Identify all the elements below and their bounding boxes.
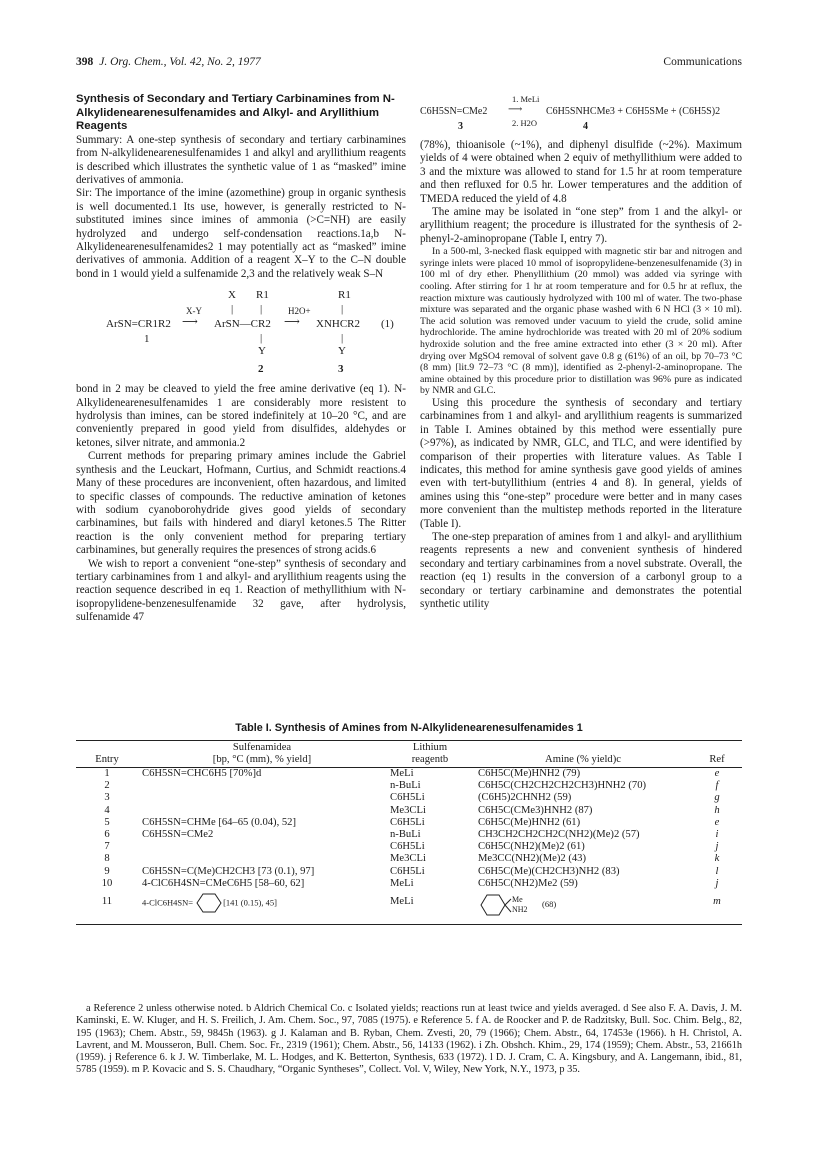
eq-label: (1) — [381, 318, 394, 331]
cell-sulfenamide — [138, 780, 386, 792]
cell-sulfenamide: C6H5SN=CMe2 — [142, 829, 214, 841]
th-ref: Ref — [692, 741, 742, 768]
cell-entry: 3 — [104, 792, 110, 804]
paragraph-7: Using this procedure the synthesis of secondary and tertiary carbinamines from 1 and alkyl- and aryllithium reagents is summarized in Table I. Amines obtained by this method were essentially pure (>97%), as indicated by NMR, GLC, and TLC, and were identified by comparison of their properties with literature values. As Table I indicates, this method for amine synthesis gave good yields of amines even with tert-butyllithium (entries 4 and 8). In general, yields of amines using this “one-step” procedure were better and in many cases more convenient than the multistep methods reported in the literature (Table I). — [420, 396, 742, 530]
cell-lithium: C6H5Li — [390, 865, 425, 877]
cell-amine: (C6H5)2CHNH2 (59) — [478, 792, 572, 804]
cell-sulfenamide — [138, 805, 386, 817]
cell-amine: C6H5C(Me)(CH2CH3)NH2 (83) — [478, 865, 620, 877]
cell-entry: 6 — [104, 829, 110, 841]
th-lithium-sub: reagentb — [411, 754, 449, 765]
paragraph-8: The one-step preparation of amines from 1 and alkyl- and aryllithium reagents represents a new and convenient synthesis of hindered secondary and tertiary carbinamines from a novel substrate. Overall, the reaction (eq 1) results in the conversion of a carbonyl group to a secondary or tertiary carbinamine and demonstrates the potential synthetic utility — [420, 531, 742, 611]
left-column — [76, 93, 406, 625]
cell-sulfenamide: C6H5SN=CHC6H5 [70%]d — [142, 768, 262, 779]
th-sulfenamide-label: Sulfenamidea — [232, 742, 292, 753]
scheme-num-3: 3 — [458, 121, 463, 132]
eq-num-2: 2 — [258, 363, 264, 376]
journal-citation: J. Org. Chem., Vol. 42, No. 2, 1977 — [99, 56, 261, 68]
table-row — [76, 853, 742, 865]
cell-ref: f — [715, 780, 719, 792]
table-1 — [76, 722, 742, 925]
scheme-methyllithium: C6H5SN=CMe2 1. MeLi ⟶ 2. H2O C6H5SNHCMe3 + C6H5SMe + (C6H5S)2 3 4 — [420, 94, 721, 132]
table-row — [76, 805, 742, 817]
cell-sulfenamide — [138, 841, 386, 853]
table-caption: Table I. Synthesis of Amines from N-Alkylidenearenesulfenamides 1 — [235, 722, 583, 734]
scheme-above: 1. MeLi — [512, 94, 540, 104]
cell-amine-yield: (68) — [542, 899, 557, 910]
cell-ref: i — [715, 829, 719, 841]
eq-reagent-2: H2O+ — [288, 306, 311, 317]
table-row — [76, 890, 742, 925]
cell-ref: e — [714, 816, 720, 828]
th-lithium-label: Lithium — [412, 742, 448, 753]
cell-sulfenamide: C6H5SN=C(Me)CH2CH3 [73 (0.1), 97] — [142, 865, 315, 877]
cell-amine: CH3CH2CH2CH2C(NH2)(Me)2 (57) — [478, 829, 640, 841]
cell-ref: h — [714, 804, 720, 816]
eq-y: Y — [258, 345, 266, 358]
cell-sulfenamide: C6H5SN=CHMe [64–65 (0.04), 52] — [142, 816, 296, 828]
cell-entry: 10 — [101, 877, 113, 889]
cell-sulfenamide-formula: 4-ClC6H4SN= — [142, 897, 194, 908]
cell-sulfenamide-bp: [141 (0.15), 45] — [223, 897, 277, 908]
cell-entry: 7 — [104, 841, 110, 853]
cell-ref: j — [715, 841, 719, 853]
paragraph-6: The amine may be isolated in “one step” from 1 and the alkyl- or aryllithium reagent; the procedure is illustrated for the synthesis of 2-phenyl-2-aminopropane (Table I, entry 7). — [420, 206, 742, 245]
article-summary: Summary: A one-step synthesis of secondary and tertiary carbinamines from N-alkylidenearenesulfenamides 1 and alkyl and aryllithium reagents is described which illustrates the synthetic value of 1 as “masked” imine derivatives of ammonia. — [76, 133, 406, 186]
results-table — [76, 740, 742, 925]
right-column — [420, 93, 742, 611]
cell-lithium: n-BuLi — [390, 780, 421, 792]
th-lithium — [386, 741, 474, 768]
cell-sulfenamide — [138, 853, 386, 865]
th-entry: Entry — [76, 741, 138, 768]
cyclohexylidene-ring-icon — [193, 892, 223, 914]
cell-amine — [474, 890, 692, 925]
cell-entry: 8 — [104, 853, 110, 865]
scheme-products: C6H5SNHCMe3 + C6H5SMe + (C6H5S)2 — [546, 106, 721, 117]
scheme-below: 2. H2O — [512, 118, 538, 128]
cell-sulfenamide — [138, 792, 386, 804]
cell-lithium: n-BuLi — [390, 829, 421, 841]
page-number: 398 — [76, 56, 94, 68]
table-row — [76, 866, 742, 878]
eq-r1b: R1 — [338, 289, 351, 302]
cell-ref: l — [715, 865, 719, 877]
cell-amine: C6H5C(Me)HNH2 (61) — [478, 816, 581, 828]
eq-intermediate: ArSN—CR2 — [214, 318, 271, 331]
cell-lithium: C6H5Li — [390, 792, 425, 804]
cell-lithium: C6H5Li — [390, 841, 425, 853]
eq-x: X — [228, 289, 236, 302]
cell-ref: e — [714, 768, 720, 779]
cell-lithium: MeLi — [386, 890, 474, 925]
table-row — [76, 817, 742, 829]
cell-amine: C6H5C(NH2)Me2 (59) — [478, 877, 578, 889]
cell-lithium: MeLi — [390, 877, 414, 889]
cell-amine: C6H5C(CH2CH2CH2CH3)HNH2 (70) — [478, 780, 647, 792]
eq-num-1: 1 — [144, 333, 150, 346]
amine-nh2-label: NH2 — [512, 905, 528, 915]
table-row — [76, 841, 742, 853]
cell-amine: Me3CC(NH2)(Me)2 (43) — [478, 853, 586, 865]
eq-reagent-1: X-Y — [186, 306, 202, 317]
footnote-text: a Reference 2 unless otherwise noted. b Aldrich Chemical Co. c Isolated yields; reactions run at least twice and yields averaged. d See also F. A. Davis, J. M. Kaminski, E. W. Kluger, and H. S. Freilich, J. Am. Chem. Soc., 97, 7085 (1975). e Reference 5. f A. de Roocker and P. de Radzitsky, Bull. Soc. Chim. Belg., 82, 195 (1963); Chem. Abstr., 59, 9845h (1963). g J. Kalaman and B. Ryban, Chem. Zvesti, 20, 79 (1966); Chem. Abstr., 64, 17453e (1966). h H. Christol, A. Lavrent, and M. Mousseron, Bull. Chem. Soc. Fr., 2319 (1961); Chem. Abstr., 56, 14133 (1962). i Zh. Obshch. Khim., 29, 174 (1959); Chem. Abstr., 53, 21661h (1959). j Reference 6. k J. W. Timberlake, M. L. Hodges, and K. Betterton, Synthesis, 633 (1972). l D. J. Cram, C. A. Kingsbury, and A. Langemann, ibid., 81, 5785 (1959). m P. Kovacic and S. S. Chaudhary, “Organic Syntheses”, Collect. Vol. V, Wiley, New York, N.Y., 1973, p 35. — [76, 1003, 742, 1076]
th-sulfenamide — [138, 741, 386, 768]
table-row — [76, 878, 742, 890]
paragraph-3: Current methods for preparing primary amines include the Gabriel synthesis and the Leuckart, Hofmann, Curtius, and Schmidt reactions.4 Many of these procedures are inconvenient, often hazardous, and limited to specific classes of compounds. The reductive amination of ketones with sodium cyanoborohydride gives good yields of secondary carbinamines, but fails with hindered and diaryl ketones.5 The Ritter reaction is the only convenient method for preparing tertiary carbinamines, but generally requires the presences of strong acids.6 — [76, 450, 406, 557]
section-name: Communications — [663, 56, 742, 68]
paragraph-intro: Sir: The importance of the imine (azomethine) group in organic synthesis is well documented.1 Its use, however, is generally restricted to N-substituted imines since imines of ammonia (>C=NH) are easily hydrolyzed and undergo self-condensation reactions.1a,b N-Alkylidenearenesulfenamides2 1 may potentially act as “masked” imine derivatives of ammonia. Addition of a reagent X–Y to the C–N double bond in 1 would yield a sulfenamide 2,3 and the relatively weak S–N — [76, 187, 406, 280]
cell-ref: k — [714, 853, 720, 865]
table-row — [76, 792, 742, 804]
eq-reactant: ArSN=CR1R2 — [106, 318, 171, 331]
page-header — [76, 56, 742, 72]
cell-entry: 11 — [76, 890, 138, 925]
eq-yb: Y — [338, 345, 346, 358]
cell-entry: 9 — [104, 865, 110, 877]
scheme-num-4: 4 — [583, 121, 588, 132]
cell-entry: 5 — [104, 816, 110, 828]
cell-sulfenamide: 4-ClC6H4SN=CMeC6H5 [58–60, 62] — [142, 877, 305, 889]
th-sulfenamide-sub: [bp, °C (mm), % yield] — [212, 754, 312, 765]
article-title: Synthesis of Secondary and Tertiary Carbinamines from N-Alkylidenearenesulfenamides and Alkyl- and Aryllithium Reagents — [76, 93, 395, 133]
table-footnotes — [76, 1003, 742, 1077]
cell-ref: g — [714, 792, 720, 804]
amine-methyl-label: Me — [512, 895, 523, 905]
paragraph-5: (78%), thioanisole (~1%), and diphenyl disulfide (~2%). Maximum yields of 4 were obtained when 2 equiv of methyllithium were added to 3 and the mixture was allowed to stand for 1.5 hr at room temperature and then refluxed for 0.5 hr. Lower temperatures and the addition of TMEDA reduced the yield of 4.8 — [420, 139, 742, 205]
scheme-reactant: C6H5SN=CMe2 — [420, 106, 488, 117]
eq-product: XNHCR2 — [316, 318, 361, 331]
table-row — [76, 829, 742, 841]
cell-amine: C6H5C(NH2)(Me)2 (61) — [478, 841, 585, 853]
cell-amine: C6H5C(CMe3)HNH2 (87) — [478, 804, 593, 816]
cell-sulfenamide — [138, 890, 386, 925]
table-row — [76, 768, 742, 781]
cell-entry: 4 — [104, 804, 110, 816]
paragraph-4: We wish to report a convenient “one-step” synthesis of secondary and tertiary carbinamines from 1 and alkyl- and aryllithium reagents using the reaction sequence described in eq 1. Reaction of methyllithium with N-isopropylidene-benzenesulfenamide 32 gave, after hydrolysis, sulfenamide 47 — [76, 557, 406, 624]
experimental-procedure: In a 500-ml, 3-necked flask equipped with magnetic stir bar and nitrogen and syringe inlets were placed 10 mmol of isopropylidene-benzenesulfenamide (3) in 100 ml of dry ether. Phenyllithium (20 mmol) was added via syringe with cooling. After stirring for 1 hr at room temperature and for 0.5 hr at reflux, the reaction mixture was cautiously hydrolyzed with 100 ml of water. The two-phase mixture was separated and the organic phase washed with 6 N HCl (3 × 10 ml). The acid solution was removed under vacuum to yield the crude, solid amine hydrochloride. The amine hydrochloride was treated with 20 ml of 20% sodium hydroxide solution and the free amine extracted into ether (3 × 20 ml). After drying over MgSO4 removal of solvent gave 0.8 g (61%) of an oil, bp 70–73 °C (8 mm) [lit.9 72–73 °C (8 mm)], identified as 2-phenyl-2-aminopropane. The amine obtained by this procedure prior to distillation was 96% pure as indicated by NMR and GLC. — [420, 246, 742, 397]
paragraph-2: bond in 2 may be cleaved to yield the free amine derivative (eq 1). N-Alkylidenearenesulfenamides 1 are considerably more resistent to hydrolysis than imines, can be stored indefinitely at 10–20 °C, and are conveniently prepared in good yield from disulfides, aldehydes or ketones, silver nitrate, and ammonia.2 — [76, 383, 406, 449]
equation-1: X R1 R1 | | | X-Y H2O+ ArSN=CR1R2 ⟶ ArSN—CR2 ⟶ XNHCR2 (1) | | Y Y 1 2 3 — [106, 289, 394, 376]
cell-lithium: Me3CLi — [390, 853, 426, 865]
eq-r1: R1 — [256, 289, 269, 302]
cell-ref: m — [692, 890, 742, 925]
table-row — [76, 780, 742, 792]
cell-lithium: MeLi — [390, 768, 414, 779]
cell-amine: C6H5C(Me)HNH2 (79) — [478, 768, 581, 779]
eq-num-3: 3 — [338, 363, 344, 376]
th-amine: Amine (% yield)c — [474, 741, 692, 768]
cell-entry: 2 — [104, 780, 110, 792]
cell-ref: j — [715, 877, 719, 889]
cell-lithium: C6H5Li — [390, 816, 425, 828]
cell-lithium: Me3CLi — [390, 804, 426, 816]
cell-entry: 1 — [104, 768, 110, 779]
